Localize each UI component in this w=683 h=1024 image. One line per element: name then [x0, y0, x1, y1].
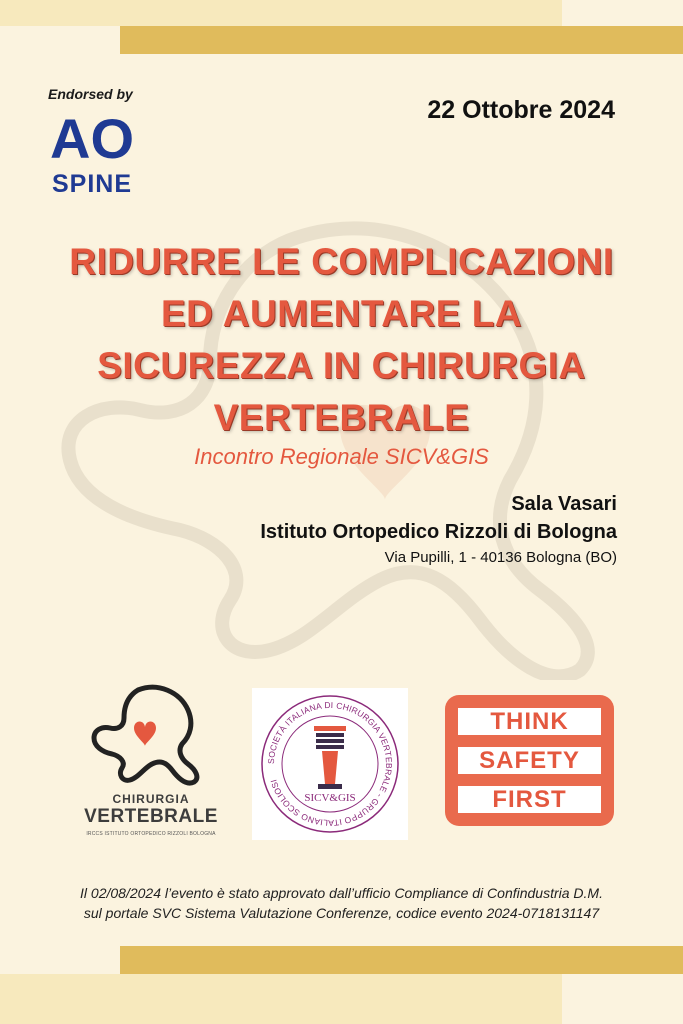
cv-logo-line-2: VERTEBRALE	[84, 806, 218, 827]
tsf-line-2: SAFETY	[458, 747, 601, 774]
sicv-gis-logo	[252, 688, 408, 840]
ao-logo-letters: AO	[50, 107, 134, 170]
sicv-ring-text: SOCIETÀ ITALIANA DI CHIRURGIA VERTEBRALE - GRUPPO ITALIANO SCOLIOSI	[265, 699, 395, 829]
title-block	[20, 236, 663, 470]
venue-room: Sala Vasari	[511, 493, 617, 515]
bottom-band-light	[0, 974, 562, 1024]
chirurgia-vertebrale-logo	[76, 680, 226, 850]
sicv-center-text: SICV&GIS	[304, 792, 356, 804]
top-band-dark	[120, 26, 683, 54]
approval-note-line-2: sul portale SVC Sistema Valutazione Conferenze, codice evento 2024-0718131147	[83, 905, 600, 921]
heart-icon	[134, 721, 156, 746]
event-subtitle: Incontro Regionale SICV&GIS	[194, 444, 489, 469]
title-line-3: SICUREZZA IN CHIRURGIA	[97, 345, 586, 386]
tsf-line-1: THINK	[458, 708, 601, 735]
title-line-2: ED AUMENTARE LA	[160, 293, 523, 334]
venue-address: Via Pupilli, 1 - 40136 Bologna (BO)	[384, 549, 617, 566]
tsf-line-3: FIRST	[458, 786, 601, 813]
venue-block	[260, 490, 617, 570]
top-band-light	[0, 0, 562, 26]
approval-note	[20, 883, 663, 923]
event-date: 22 Ottobre 2024	[427, 96, 615, 124]
venue-institute: Istituto Ortopedico Rizzoli di Bologna	[260, 521, 617, 543]
approval-note-line-1: Il 02/08/2024 l’evento è stato approvato dall’ufficio Compliance di Confindustria D.M.	[80, 885, 603, 901]
column-icon	[314, 726, 346, 789]
title-line-1: RIDURRE LE COMPLICAZIONI	[69, 241, 614, 282]
cv-logo-line-1: CHIRURGIA	[112, 792, 190, 806]
spine-outline-icon	[90, 680, 210, 790]
think-safety-first-logo	[445, 695, 614, 826]
sicv-gis-seal	[252, 688, 408, 840]
title-line-4: VERTEBRALE	[213, 397, 470, 438]
ao-logo-word: SPINE	[51, 170, 133, 198]
endorsed-by-label: Endorsed by	[48, 86, 133, 102]
cv-logo-line-3: IRCCS ISTITUTO ORTOPEDICO RIZZOLI BOLOGNA	[86, 831, 216, 837]
ao-spine-logo	[42, 106, 146, 198]
bottom-band-dark	[120, 946, 683, 974]
